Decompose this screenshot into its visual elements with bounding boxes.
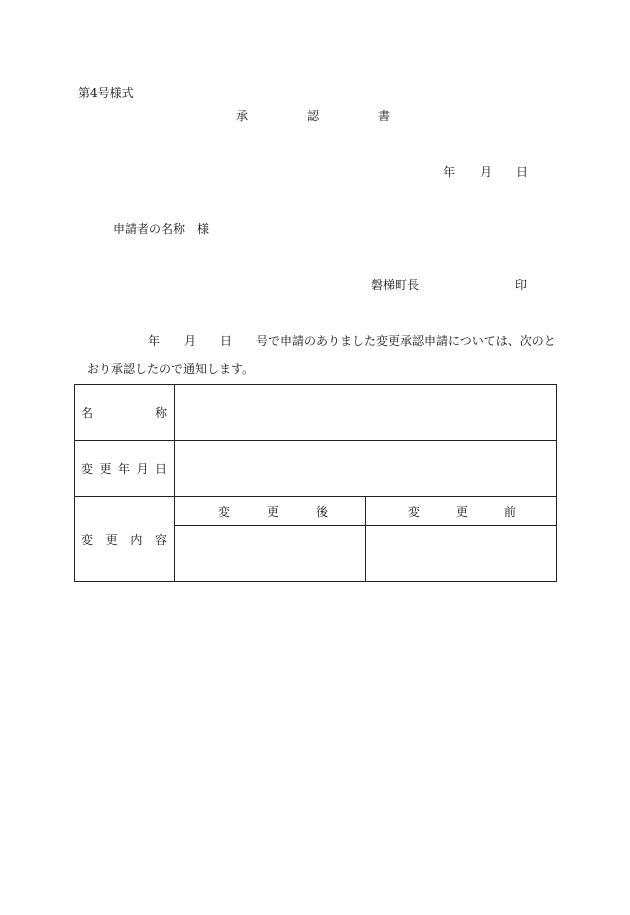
recipient-name: 申請者の名称 様 <box>113 222 210 236</box>
after-header-char: 変 <box>218 504 231 519</box>
title-char-2: 認 <box>307 109 320 123</box>
name-label-cell <box>75 385 175 441</box>
date-day-label: 日 <box>516 165 529 179</box>
title-char-3: 書 <box>378 109 391 123</box>
change-content-label-char: 容 <box>154 532 167 547</box>
after-header-cell <box>175 497 366 526</box>
before-header-cell <box>366 497 557 526</box>
date-month-label: 月 <box>480 165 493 179</box>
change-date-value-cell[interactable] <box>175 441 557 497</box>
name-row <box>75 385 557 441</box>
change-date-label-char: 日 <box>154 462 167 476</box>
after-header-char: 更 <box>266 504 279 519</box>
form-number: 第4号様式 <box>78 86 134 100</box>
change-content-label-char: 更 <box>105 532 118 547</box>
body-line-1: 号で申請のありました変更承認申請については、次のと <box>256 334 556 348</box>
issuer-name: 磐梯町長 <box>371 278 420 292</box>
change-date-label-cell <box>75 441 175 497</box>
change-date-row <box>75 441 557 497</box>
title-char-1: 承 <box>236 109 249 123</box>
after-header-char: 後 <box>315 504 328 519</box>
body-year-label: 年 <box>148 334 161 348</box>
body-day-label: 日 <box>220 334 233 348</box>
name-label-char: 称 <box>154 406 167 420</box>
approval-table <box>74 384 557 582</box>
before-header-char: 前 <box>503 504 516 519</box>
after-header <box>175 503 365 520</box>
name-value-cell[interactable] <box>175 385 557 441</box>
before-header-char: 変 <box>408 504 421 519</box>
change-date-label-char: 変 <box>81 462 94 476</box>
before-header <box>366 503 556 520</box>
change-date-label <box>75 460 174 477</box>
body-line-2: おり承認したので通知します。 <box>87 362 255 376</box>
change-date-label-char: 年 <box>117 462 130 476</box>
change-header-row <box>75 497 557 526</box>
change-date-label-char: 更 <box>99 462 112 476</box>
body-month-label: 月 <box>184 334 197 348</box>
seal-mark: 印 <box>515 278 528 292</box>
after-value-cell[interactable] <box>175 526 366 582</box>
name-label <box>75 404 174 421</box>
before-value-cell[interactable] <box>366 526 557 582</box>
date-year-label: 年 <box>443 165 456 179</box>
before-header-char: 更 <box>455 504 468 519</box>
change-date-label-char: 月 <box>136 462 149 476</box>
name-label-char: 名 <box>81 406 94 420</box>
change-content-label-cell <box>75 497 175 582</box>
change-content-label-char: 変 <box>81 532 94 547</box>
change-content-label <box>75 531 174 548</box>
change-content-label-char: 内 <box>130 532 143 547</box>
